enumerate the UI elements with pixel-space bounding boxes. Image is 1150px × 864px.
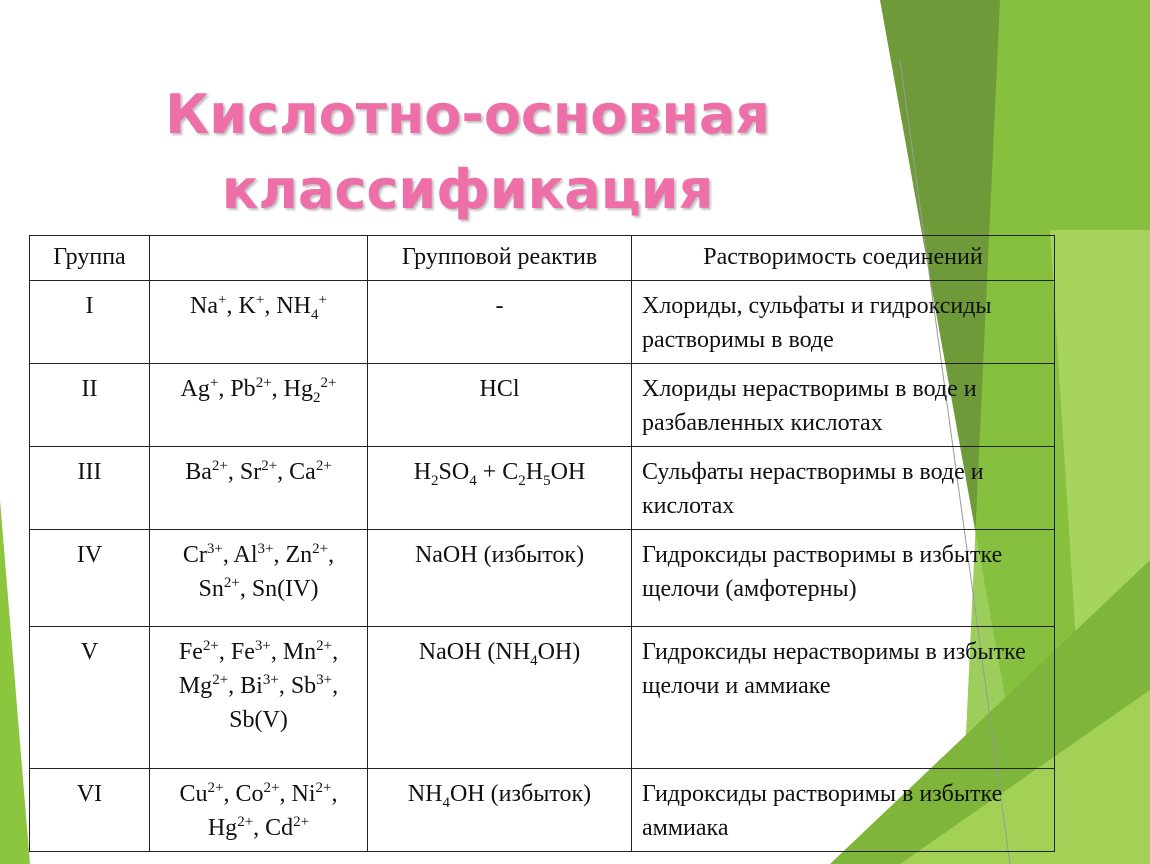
table-row — [30, 281, 1055, 364]
table-row — [30, 530, 1055, 627]
reagent-cell: NaOH $(NH_4OH)$ — [368, 627, 632, 769]
table-row — [30, 364, 1055, 447]
solubility-cell: Гидроксиды нерастворимы в избытке щелочи и аммиаке — [632, 627, 1055, 769]
reagent-cell: $H_2SO_4 + C_2H_5OH$ — [368, 447, 632, 530]
table-row — [30, 769, 1055, 852]
ions-cell: $Cu^{2+}$, $Co^{2+}$, $Ni^{2+}$, $Hg^{2+}$, $Cd^{2+}$ — [150, 769, 368, 852]
group-cell: V — [30, 627, 150, 769]
header-solubility: Растворимость соединений — [632, 236, 1055, 281]
solubility-cell: Хлориды нерастворимы в воде и разбавленных кислотах — [632, 364, 1055, 447]
reagent-cell: - — [368, 281, 632, 364]
solubility-cell: Сульфаты нерастворимы в воде и кислотах — [632, 447, 1055, 530]
ions-cell: $Ba^{2+}$, $Sr^{2+}$, $Ca^{2+}$ — [150, 447, 368, 530]
ions-cell: Na+, K+, $NH_4^+$ — [150, 281, 368, 364]
classification-table — [29, 235, 1055, 852]
left-bottom-triangle — [0, 500, 30, 864]
reagent-cell: $NH_4OH$ (избыток) — [368, 769, 632, 852]
header-ions — [150, 236, 368, 281]
ions-cell: $Fe^{2+}$, $Fe^{3+}$, $Mn^{2+}$, $Mg^{2+}$, $Bi^{3+}$, $Sb^{3+}$, Sb(V) — [150, 627, 368, 769]
ions-cell: Ag+, $Pb^{2+}$, $Hg_2^{2+}$ — [150, 364, 368, 447]
group-cell: III — [30, 447, 150, 530]
header-group: Группа — [30, 236, 150, 281]
solubility-cell: Хлориды, сульфаты и гидроксиды растворимы в воде — [632, 281, 1055, 364]
solubility-cell: Гидроксиды растворимы в избытке щелочи (амфотерны) — [632, 530, 1055, 627]
group-cell: IV — [30, 530, 150, 627]
reagent-cell: HCl — [368, 364, 632, 447]
solubility-cell: Гидроксиды растворимы в избытке аммиака — [632, 769, 1055, 852]
group-cell: I — [30, 281, 150, 364]
reagent-cell: NaOH (избыток) — [368, 530, 632, 627]
table-row — [30, 627, 1055, 769]
group-cell: VI — [30, 769, 150, 852]
slide-title-line2: классификация — [221, 158, 714, 221]
ions-cell: $Cr^{3+}$, $Al^{3+}$, $Zn^{2+}$, $Sn^{2+}$, Sn(IV) — [150, 530, 368, 627]
slide-title-line1: Кислотно-основная — [165, 83, 770, 146]
table-row — [30, 447, 1055, 530]
group-cell: II — [30, 364, 150, 447]
header-reagent: Групповой реактив — [368, 236, 632, 281]
table-header-row — [30, 236, 1055, 281]
